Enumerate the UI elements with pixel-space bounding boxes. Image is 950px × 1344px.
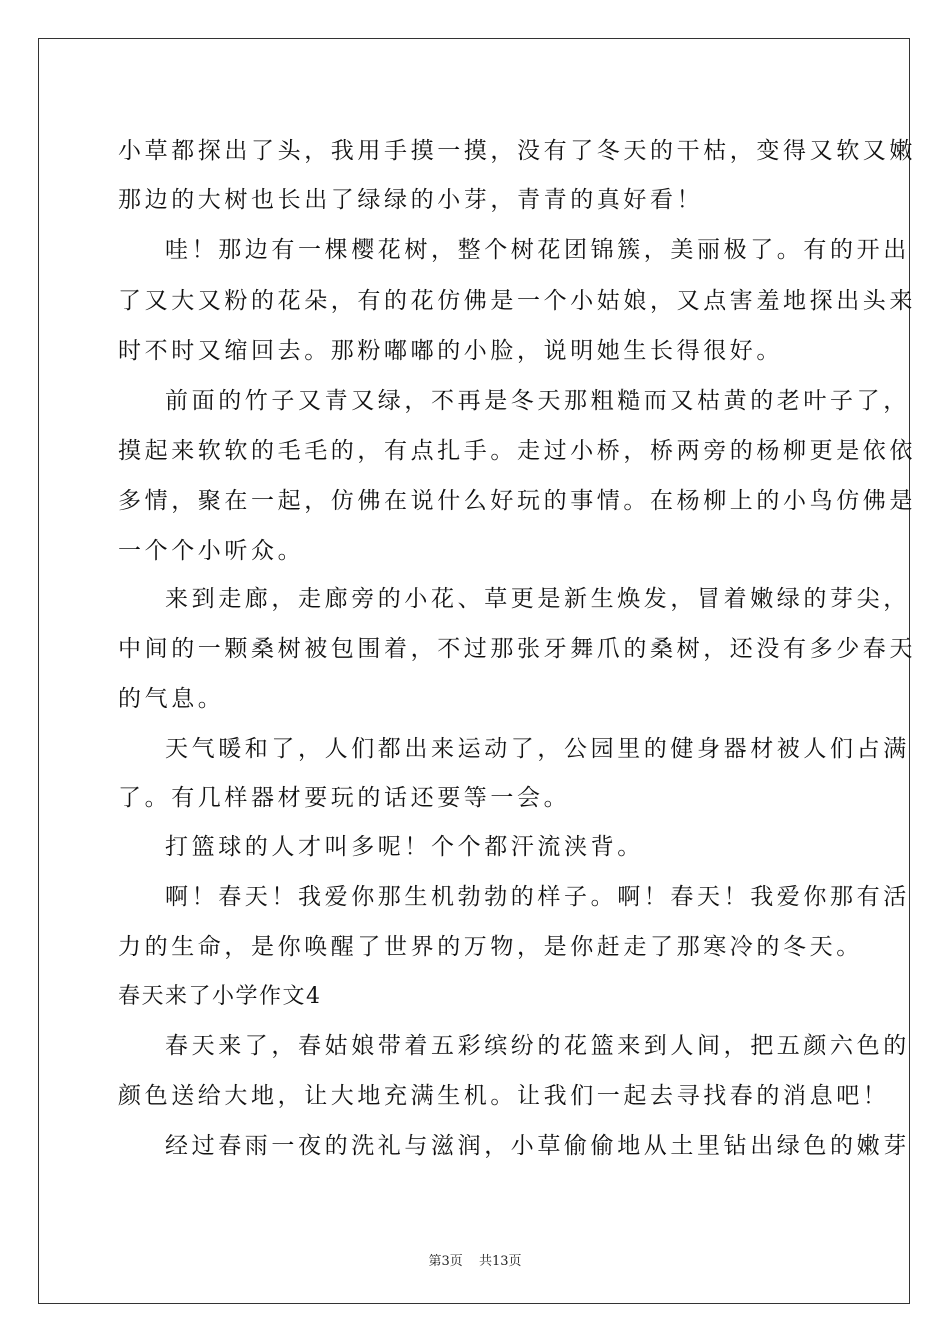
text-line: 颜色送给大地，让大地充满生机。让我们一起去寻找春的消息吧！ [118, 1083, 890, 1109]
paragraph-start: 啊！春天！我爱你那生机勃勃的样子。啊！春天！我爱你那有活 [165, 884, 910, 910]
text-line: 小草都探出了头，我用手摸一摸，没有了冬天的干枯，变得又软又嫩 [118, 138, 916, 164]
paragraph-start: 打篮球的人才叫多呢！个个都汗流浃背。 [165, 834, 644, 860]
paragraph-start: 哇！那边有一棵樱花树，整个树花团锦簇，美丽极了。有的开出 [165, 237, 910, 263]
text-line: 多情，聚在一起，仿佛在说什么好玩的事情。在杨柳上的小鸟仿佛是 [118, 488, 916, 514]
text-line: 时不时又缩回去。那粉嘟嘟的小脸，说明她生长得很好。 [118, 338, 783, 364]
text-line: 摸起来软软的毛毛的，有点扎手。走过小桥，桥两旁的杨柳更是依依 [118, 438, 916, 464]
page-footer [0, 1250, 950, 1269]
text-line: 的气息。 [118, 686, 225, 712]
text-line: 那边的大树也长出了绿绿的小芽，青青的真好看！ [118, 187, 704, 213]
section-heading: 春天来了小学作文4 [118, 984, 322, 1009]
paragraph-start: 天气暖和了，人们都出来运动了，公园里的健身器材被人们占满 [165, 736, 910, 762]
page-total: 共13页 [478, 1254, 522, 1269]
page-number: 第3页 [428, 1254, 463, 1269]
page-border [38, 38, 910, 1304]
text-line: 了。有几样器材要玩的话还要等一会。 [118, 785, 571, 811]
paragraph-start: 来到走廊，走廊旁的小花、草更是新生焕发，冒着嫩绿的芽尖， [165, 586, 910, 612]
text-line: 一个个小听众。 [118, 538, 305, 564]
text-line: 了又大又粉的花朵，有的花仿佛是一个小姑娘，又点害羞地探出头来 [118, 288, 916, 314]
paragraph-start: 前面的竹子又青又绿，不再是冬天那粗糙而又枯黄的老叶子了， [165, 388, 910, 414]
paragraph-start: 春天来了，春姑娘带着五彩缤纷的花篮来到人间，把五颜六色的 [165, 1033, 910, 1059]
paragraph-start: 经过春雨一夜的洗礼与滋润，小草偷偷地从土里钻出绿色的嫩芽 [165, 1133, 910, 1159]
text-line: 力的生命，是你唤醒了世界的万物，是你赶走了那寒冷的冬天。 [118, 934, 863, 960]
text-line: 中间的一颗桑树被包围着，不过那张牙舞爪的桑树，还没有多少春天 [118, 636, 916, 662]
